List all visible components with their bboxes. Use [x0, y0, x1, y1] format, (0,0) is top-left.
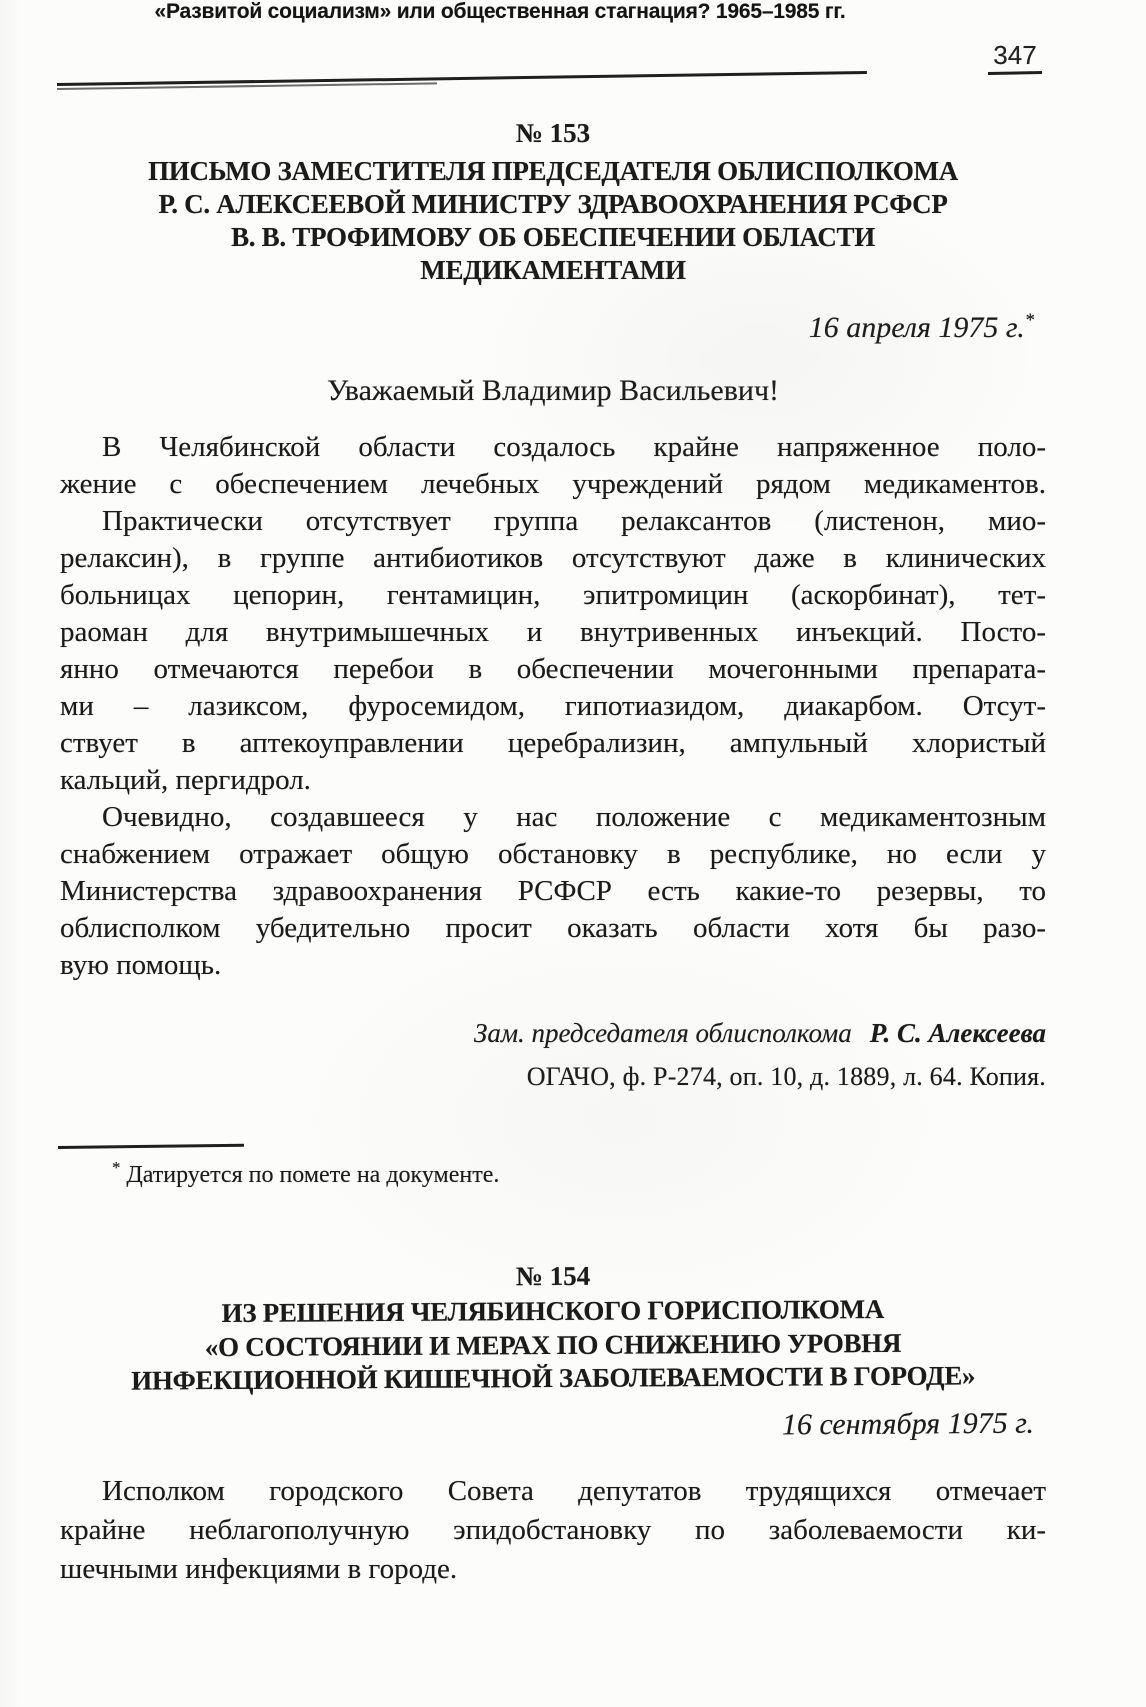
body-line: Практически отсутствует группа релаксантов (листенон, мио- [102, 505, 1046, 537]
body-line: Исполком городского Совета депутатов трудящихся отмечает [102, 1475, 1046, 1507]
doc154-number: № 154 [515, 1260, 591, 1292]
doc153-title-line: ПИСЬМО ЗАМЕСТИТЕЛЯ ПРЕДСЕДАТЕЛЯ ОБЛИСПОЛКОМА [148, 156, 958, 186]
doc154-title [60, 1292, 1047, 1399]
doc153-body [60, 429, 1046, 984]
footnote-marker: * [112, 1158, 121, 1177]
running-head-rule [57, 71, 867, 86]
body-line: больницах цепорин, гентамицин, эпитромицин (аскорбинат), тет- [60, 579, 1046, 611]
doc153-title-line: МЕДИКАМЕНТАМИ [420, 255, 686, 285]
page-number: 347 [993, 40, 1037, 70]
page-number-underline [988, 71, 1042, 75]
body-line: В Челябинской области создалось крайне напряженное поло- [102, 431, 1046, 463]
doc154-date-text: 16 сентября 1975 г. [781, 1406, 1035, 1442]
doc154-date [60, 1407, 1046, 1448]
doc154-body [60, 1472, 1046, 1589]
doc154-title-line: «О СОСТОЯНИИ И МЕРАХ ПО СНИЖЕНИЮ УРОВНЯ [204, 1327, 902, 1362]
body-line: облисполком убедительно просит оказать области хотя бы разо- [60, 912, 1046, 944]
body-line: Министерства здравоохранения РСФСР есть какие-то резервы, то [60, 875, 1046, 907]
body-line: ствует в аптекоуправлении церебрализин, ампульный хлористый [60, 727, 1046, 759]
footnote [112, 1158, 1012, 1189]
signature-name: Р. С. Алексеева [869, 1018, 1046, 1048]
body-line: вую помощь. [60, 949, 222, 981]
body-line: релаксин), в группе антибиотиков отсутствуют даже в клинических [60, 542, 1046, 574]
body-line: янно отмечаются перебои в обеспечении мочегонными препарата- [60, 653, 1046, 685]
body-line: раоман для внутримышечных и внутривенных инъекций. Посто- [60, 616, 1046, 648]
doc153-date-text: 16 апреля 1975 г. [808, 311, 1025, 344]
doc153-archive-reference: ОГАЧО, ф. Р-274, оп. 10, д. 1889, л. 64. Копия. [526, 1062, 1046, 1091]
body-line: ми – лазиксом, фуросемидом, гипотиазидом, диакарбом. Отсут- [60, 690, 1046, 722]
body-line: жение с обеспечением лечебных учреждений рядом медикаментов. [60, 468, 1046, 500]
doc153-number: № 153 [515, 118, 591, 148]
body-line: крайне неблагополучную эпидобстановку по заболеваемости ки- [60, 1514, 1046, 1546]
doc153-date [60, 310, 1046, 345]
footnote-divider [58, 1144, 244, 1149]
doc153-date-footnote-marker: * [1024, 310, 1034, 331]
running-head-title: «Развитой социализм» или общественная стагнация? 1965–1985 гг. [154, 0, 846, 23]
doc153-title-line: Р. С. АЛЕКСЕЕВОЙ МИНИСТРУ ЗДРАВООХРАНЕНИЯ РСФСР [158, 189, 948, 219]
doc154-title-line: ИЗ РЕШЕНИЯ ЧЕЛЯБИНСКОГО ГОРИСПОЛКОМА [221, 1293, 885, 1329]
body-line: кальций, пергидрол. [60, 764, 311, 796]
signature-position: Зам. председателя облисполкома [473, 1018, 852, 1048]
doc153-title [60, 155, 1046, 287]
body-line: снабжением отражает общую обстановку в республике, но если у [60, 838, 1046, 870]
doc153-title-line: В. В. ТРОФИМОВУ ОБ ОБЕСПЕЧЕНИИ ОБЛАСТИ [231, 222, 875, 252]
body-line: шечными инфекциями в городе. [60, 1553, 458, 1585]
body-line: Очевидно, создавшееся у нас положение с медикаментозным [102, 801, 1046, 833]
footnote-text: Датируется по помете на документе. [120, 1162, 500, 1188]
doc153-signature [60, 1018, 1046, 1049]
doc153-salutation: Уважаемый Владимир Васильевич! [326, 374, 780, 407]
doc154-title-line: ИНФЕКЦИОННОЙ КИШЕЧНОЙ ЗАБОЛЕВАЕМОСТИ В ГОРОДЕ» [131, 1360, 976, 1396]
